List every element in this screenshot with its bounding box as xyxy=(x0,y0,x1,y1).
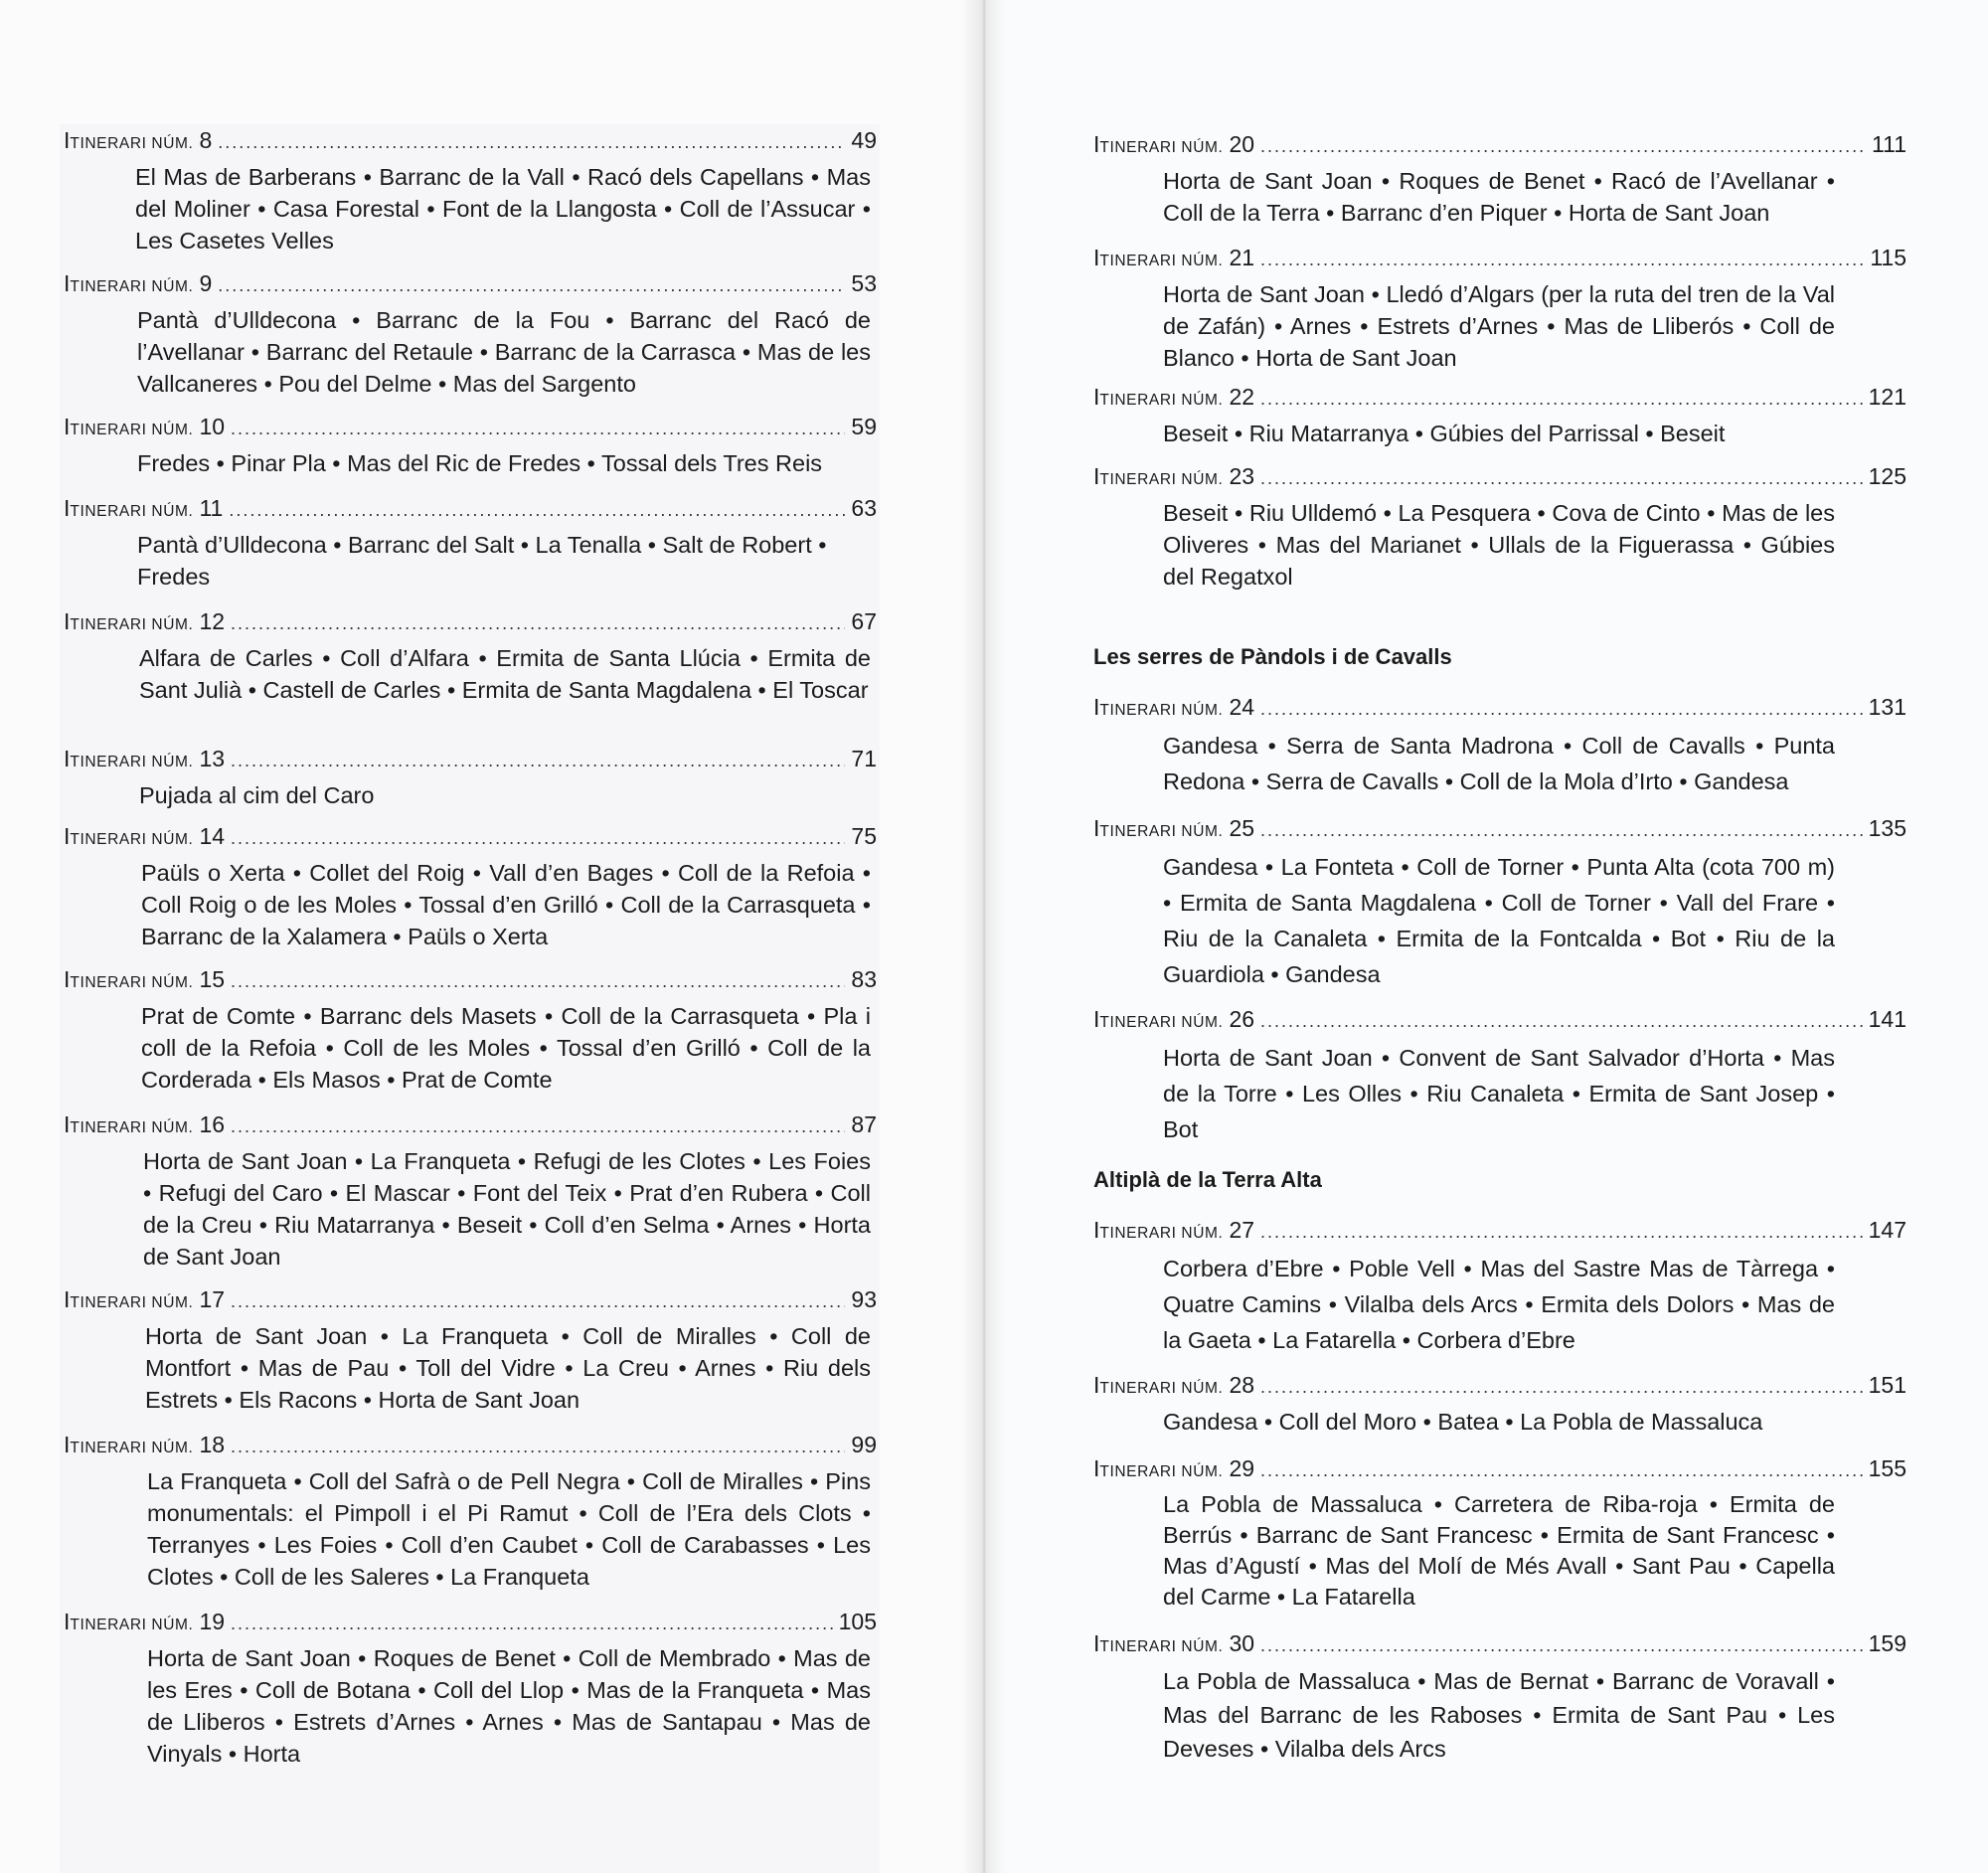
itinerary-number: 27 xyxy=(1229,1217,1255,1243)
page-number: 63 xyxy=(851,495,877,521)
itinerary-label: ITINERARI NÚM. xyxy=(1093,815,1224,841)
route-places: Horta de Sant Joan • La Franqueta • Coll de Miralles • Coll de Montfort • Mas de Pau • Toll del Vidre • La Creu • Arnes • Riu dels Estrets • Els Racons • Horta de Sant Joan xyxy=(145,1323,871,1413)
dot-leader xyxy=(231,966,845,996)
itinerary-number: 13 xyxy=(199,746,226,771)
dot-leader xyxy=(1260,131,1866,161)
dot-leader xyxy=(218,270,845,300)
itinerary-label: ITINERARI NÚM. xyxy=(64,1111,194,1137)
entry-heading xyxy=(1093,1004,1906,1034)
toc-entry-15 xyxy=(64,964,877,1098)
itinerary-number: 8 xyxy=(199,127,213,153)
route-places: Horta de Sant Joan • Convent de Sant Salvador d’Horta • Mas de la Torre • Les Olles • Riu Canaleta • Ermita de Sant Josep • Bot xyxy=(1163,1045,1835,1142)
section-title-terra-alta: Altiplà de la Terra Alta xyxy=(1093,1167,1322,1192)
itinerary-number: 15 xyxy=(199,966,226,992)
dot-leader xyxy=(1260,463,1863,493)
toc-entry-16 xyxy=(64,1109,877,1275)
toc-entry-17 xyxy=(64,1284,877,1418)
left-toc-column xyxy=(64,125,877,1772)
itinerary-number: 26 xyxy=(1229,1006,1255,1032)
itinerary-label: ITINERARI NÚM. xyxy=(64,966,194,992)
itinerary-label: ITINERARI NÚM. xyxy=(64,1286,194,1312)
itinerary-label: ITINERARI NÚM. xyxy=(1093,694,1224,720)
dot-leader xyxy=(231,1111,845,1141)
dot-leader xyxy=(231,414,845,443)
dot-leader xyxy=(231,608,845,638)
toc-entry-22 xyxy=(1093,382,1906,451)
dot-leader xyxy=(231,1286,845,1316)
dot-leader xyxy=(1260,694,1863,724)
toc-entry-18 xyxy=(64,1430,877,1595)
itinerary-number: 29 xyxy=(1229,1455,1255,1481)
itinerary-number: 14 xyxy=(199,823,226,849)
itinerary-label: ITINERARI NÚM. xyxy=(64,270,194,296)
dot-leader xyxy=(1260,245,1864,274)
toc-entry-12 xyxy=(64,606,877,740)
dot-leader xyxy=(1260,1372,1863,1402)
itinerary-number: 9 xyxy=(199,270,213,296)
toc-entry-14 xyxy=(64,821,877,954)
toc-entry-26 xyxy=(1093,1004,1906,1142)
page-number: 59 xyxy=(851,414,877,439)
entry-heading xyxy=(64,1607,877,1636)
entry-heading xyxy=(64,821,877,851)
page-number: 71 xyxy=(851,746,877,771)
itinerary-number: 17 xyxy=(199,1286,226,1312)
entry-heading xyxy=(1093,1453,1906,1483)
entry-heading xyxy=(64,1109,877,1139)
itinerary-number: 24 xyxy=(1229,694,1255,720)
itinerary-label: ITINERARI NÚM. xyxy=(64,414,194,439)
dot-leader xyxy=(229,495,845,525)
itinerary-number: 25 xyxy=(1229,815,1255,841)
itinerary-label: ITINERARI NÚM. xyxy=(1093,1006,1224,1032)
toc-entry-11 xyxy=(64,493,877,595)
itinerary-label: ITINERARI NÚM. xyxy=(64,495,194,521)
itinerary-number: 22 xyxy=(1229,384,1255,410)
route-places: Prat de Comte • Barranc dels Masets • Coll de la Carrasqueta • Pla i coll de la Refoia • Coll de les Moles • Tossal d’en Grilló • Coll de la Corderada • Els Masos • Prat de Comte xyxy=(141,1003,871,1093)
dot-leader xyxy=(1260,1630,1863,1660)
route-places: El Mas de Barberans • Barranc de la Vall • Racó dels Capellans • Mas del Moliner • Casa Forestal • Font de la Llangosta • Coll de l’Assucar • Les Casetes Velles xyxy=(135,164,871,254)
entry-heading xyxy=(64,493,877,523)
page-number: 93 xyxy=(851,1286,877,1312)
toc-entry-30 xyxy=(1093,1628,1906,1770)
toc-entry-28 xyxy=(1093,1370,1906,1440)
itinerary-label: ITINERARI NÚM. xyxy=(64,746,194,771)
itinerary-label: ITINERARI NÚM. xyxy=(1093,1455,1224,1481)
page-number: 151 xyxy=(1868,1372,1906,1398)
route-places: Gandesa • Serra de Santa Madrona • Coll de Cavalls • Punta Redona • Serra de Cavalls • Coll de la Mola d’Irto • Gandesa xyxy=(1163,733,1835,794)
entry-heading xyxy=(1093,129,1906,159)
entry-heading xyxy=(64,268,877,298)
route-places: Horta de Sant Joan • Lledó d’Algars (per la ruta del tren de la Val de Zafán) • Arnes • Estrets d’Arnes • Mas de Lliberós • Coll de Blanco • Horta de Sant Joan xyxy=(1163,281,1835,371)
itinerary-number: 11 xyxy=(199,495,224,521)
page-number: 87 xyxy=(851,1111,877,1137)
right-toc-column xyxy=(1093,129,1906,1770)
page-number: 67 xyxy=(851,608,877,634)
route-places: Beseit • Riu Matarranya • Gúbies del Parrissal • Beseit xyxy=(1163,421,1726,446)
toc-entry-10 xyxy=(64,412,877,481)
entry-heading xyxy=(1093,813,1906,843)
toc-entry-25 xyxy=(1093,813,1906,990)
entry-heading xyxy=(64,1284,877,1314)
route-places: Gandesa • La Fonteta • Coll de Torner • Punta Alta (cota 700 m) • Ermita de Santa Magdalena • Coll de Torner • Vall del Frare • Riu de la Canaleta • Ermita de la Fontcalda • Bot • Riu de la Guardiola • Gandesa xyxy=(1163,854,1835,987)
dot-leader xyxy=(231,746,845,775)
entry-heading xyxy=(1093,1370,1906,1400)
page-number: 49 xyxy=(851,127,877,153)
itinerary-number: 30 xyxy=(1229,1630,1255,1656)
page-number: 99 xyxy=(851,1432,877,1457)
page-number: 147 xyxy=(1868,1217,1906,1243)
itinerary-label: ITINERARI NÚM. xyxy=(64,1609,194,1634)
itinerary-number: 16 xyxy=(199,1111,226,1137)
route-places: Fredes • Pinar Pla • Mas del Ric de Fredes • Tossal dels Tres Reis xyxy=(137,450,823,476)
page-number: 135 xyxy=(1868,815,1906,841)
toc-entry-23 xyxy=(1093,461,1906,595)
dot-leader xyxy=(231,823,845,853)
entry-heading xyxy=(64,125,877,155)
itinerary-label: ITINERARI NÚM. xyxy=(1093,131,1224,157)
itinerary-label: ITINERARI NÚM. xyxy=(1093,245,1224,270)
page-number: 83 xyxy=(851,966,877,992)
route-places: La Pobla de Massaluca • Carretera de Riba-roja • Ermita de Berrús • Barranc de Sant Francesc • Ermita de Sant Francesc • Mas d’Agustí • Mas del Molí de Més Avall • Sant Pau • Capella del Carme • La Fatarella xyxy=(1163,1491,1835,1610)
entry-heading xyxy=(64,744,877,773)
toc-entry-29 xyxy=(1093,1453,1906,1617)
route-places: Alfara de Carles • Coll d’Alfara • Ermita de Santa Llúcia • Ermita de Sant Julià • Castell de Carles • Ermita de Santa Magdalena • El Toscar xyxy=(139,645,871,703)
entry-heading xyxy=(1093,461,1906,491)
entry-heading xyxy=(64,964,877,994)
itinerary-label: ITINERARI NÚM. xyxy=(1093,1217,1224,1243)
route-places: Gandesa • Coll del Moro • Batea • La Pobla de Massaluca xyxy=(1163,1409,1763,1435)
entry-heading xyxy=(1093,1215,1906,1245)
route-places: Pantà d’Ulldecona • Barranc de la Fou • Barranc del Racó de l’Avellanar • Barranc del Retaule • Barranc de la Carrasca • Mas de les Vallcaneres • Pou del Delme • Mas del Sargento xyxy=(137,307,871,397)
entry-heading xyxy=(1093,382,1906,412)
section-title-pandols-cavalls: Les serres de Pàndols i de Cavalls xyxy=(1093,644,1452,669)
page-number: 141 xyxy=(1868,1006,1906,1032)
route-places: Horta de Sant Joan • La Franqueta • Refugi de les Clotes • Les Foies • Refugi del Caro • El Mascar • Font del Teix • Prat d’en Rubera • Coll de la Creu • Riu Matarranya • Beseit • Coll d’en Selma • Arnes • Horta de Sant Joan xyxy=(143,1148,871,1270)
dot-leader xyxy=(218,127,845,157)
page-number: 125 xyxy=(1868,463,1906,489)
itinerary-number: 10 xyxy=(199,414,226,439)
itinerary-label: ITINERARI NÚM. xyxy=(64,823,194,849)
toc-entry-9 xyxy=(64,268,877,402)
dot-leader xyxy=(1260,1006,1863,1036)
route-places: Horta de Sant Joan • Roques de Benet • Coll de Membrado • Mas de les Eres • Coll de Botana • Coll del Llop • Mas de la Franqueta • Mas de Lliberos • Estrets d’Arnes • Arnes • Mas de Santapau • Mas de Vinyals • Horta xyxy=(147,1645,871,1767)
itinerary-label: ITINERARI NÚM. xyxy=(64,127,194,153)
itinerary-number: 12 xyxy=(199,608,226,634)
toc-entry-21 xyxy=(1093,243,1906,376)
dot-leader xyxy=(1260,1455,1863,1485)
book-gutter xyxy=(962,0,1006,1873)
toc-entry-19 xyxy=(64,1607,877,1772)
page-number: 115 xyxy=(1870,245,1906,270)
dot-leader xyxy=(1260,815,1863,845)
dot-leader xyxy=(231,1432,845,1461)
itinerary-label: ITINERARI NÚM. xyxy=(1093,384,1224,410)
entry-heading xyxy=(1093,243,1906,272)
toc-entry-27 xyxy=(1093,1215,1906,1356)
page-number: 121 xyxy=(1868,384,1906,410)
page-number: 105 xyxy=(838,1609,877,1634)
page-number: 159 xyxy=(1868,1630,1906,1656)
itinerary-number: 21 xyxy=(1229,245,1255,270)
page-number: 131 xyxy=(1868,694,1906,720)
itinerary-number: 23 xyxy=(1229,463,1255,489)
toc-entry-24 xyxy=(1093,692,1906,797)
entry-heading xyxy=(1093,1628,1906,1658)
itinerary-label: ITINERARI NÚM. xyxy=(1093,1630,1224,1656)
itinerary-number: 28 xyxy=(1229,1372,1255,1398)
itinerary-label: ITINERARI NÚM. xyxy=(1093,463,1224,489)
route-places: La Franqueta • Coll del Safrà o de Pell Negra • Coll de Miralles • Pins monumentals: el Pimpoll i el Pi Ramut • Coll de l’Era dels Clots • Terranyes • Les Foies • Coll d’en Caubet • Coll de Carabasses • Les Clotes • Coll de les Saleres • La Franqueta xyxy=(147,1468,871,1590)
toc-entry-20 xyxy=(1093,129,1906,231)
dot-leader xyxy=(1260,384,1863,414)
route-places: Pujada al cim del Caro xyxy=(139,782,375,808)
entry-heading xyxy=(64,606,877,636)
dot-leader xyxy=(1260,1217,1863,1247)
page-number: 53 xyxy=(851,270,877,296)
itinerary-number: 20 xyxy=(1229,131,1255,157)
toc-entry-8 xyxy=(64,125,877,258)
itinerary-number: 19 xyxy=(199,1609,226,1634)
page-number: 111 xyxy=(1872,131,1906,157)
page-number: 75 xyxy=(851,823,877,849)
page-number: 155 xyxy=(1868,1455,1906,1481)
entry-heading xyxy=(64,412,877,441)
dot-leader xyxy=(231,1609,833,1638)
toc-entry-13 xyxy=(64,744,877,813)
route-places: Corbera d’Ebre • Poble Vell • Mas del Sastre Mas de Tàrrega • Quatre Camins • Vilalba dels Arcs • Ermita dels Dolors • Mas de la Gaeta • La Fatarella • Corbera d’Ebre xyxy=(1163,1256,1835,1353)
route-places: Paüls o Xerta • Collet del Roig • Vall d’en Bages • Coll de la Refoia • Coll Roig o de les Moles • Tossal d’en Grilló • Coll de la Carrasqueta • Barranc de la Xalamera • Paüls o Xerta xyxy=(141,860,871,949)
route-places: La Pobla de Massaluca • Mas de Bernat • Barranc de Voravall • Mas del Barranc de les Raboses • Ermita de Sant Pau • Les Deveses • Vilalba dels Arcs xyxy=(1163,1668,1835,1762)
itinerary-label: ITINERARI NÚM. xyxy=(1093,1372,1224,1398)
itinerary-number: 18 xyxy=(199,1432,226,1457)
entry-heading xyxy=(1093,692,1906,722)
route-places: Beseit • Riu Ulldemó • La Pesquera • Cova de Cinto • Mas de les Oliveres • Mas del Marianet • Ullals de la Figuerassa • Gúbies del Regatxol xyxy=(1163,500,1835,590)
entry-heading xyxy=(64,1430,877,1459)
itinerary-label: ITINERARI NÚM. xyxy=(64,1432,194,1457)
route-places: Pantà d’Ulldecona • Barranc del Salt • La Tenalla • Salt de Robert • Fredes xyxy=(137,532,827,590)
itinerary-label: ITINERARI NÚM. xyxy=(64,608,194,634)
route-places: Horta de Sant Joan • Roques de Benet • Racó de l’Avellanar • Coll de la Terra • Barranc d’en Piquer • Horta de Sant Joan xyxy=(1163,168,1835,226)
